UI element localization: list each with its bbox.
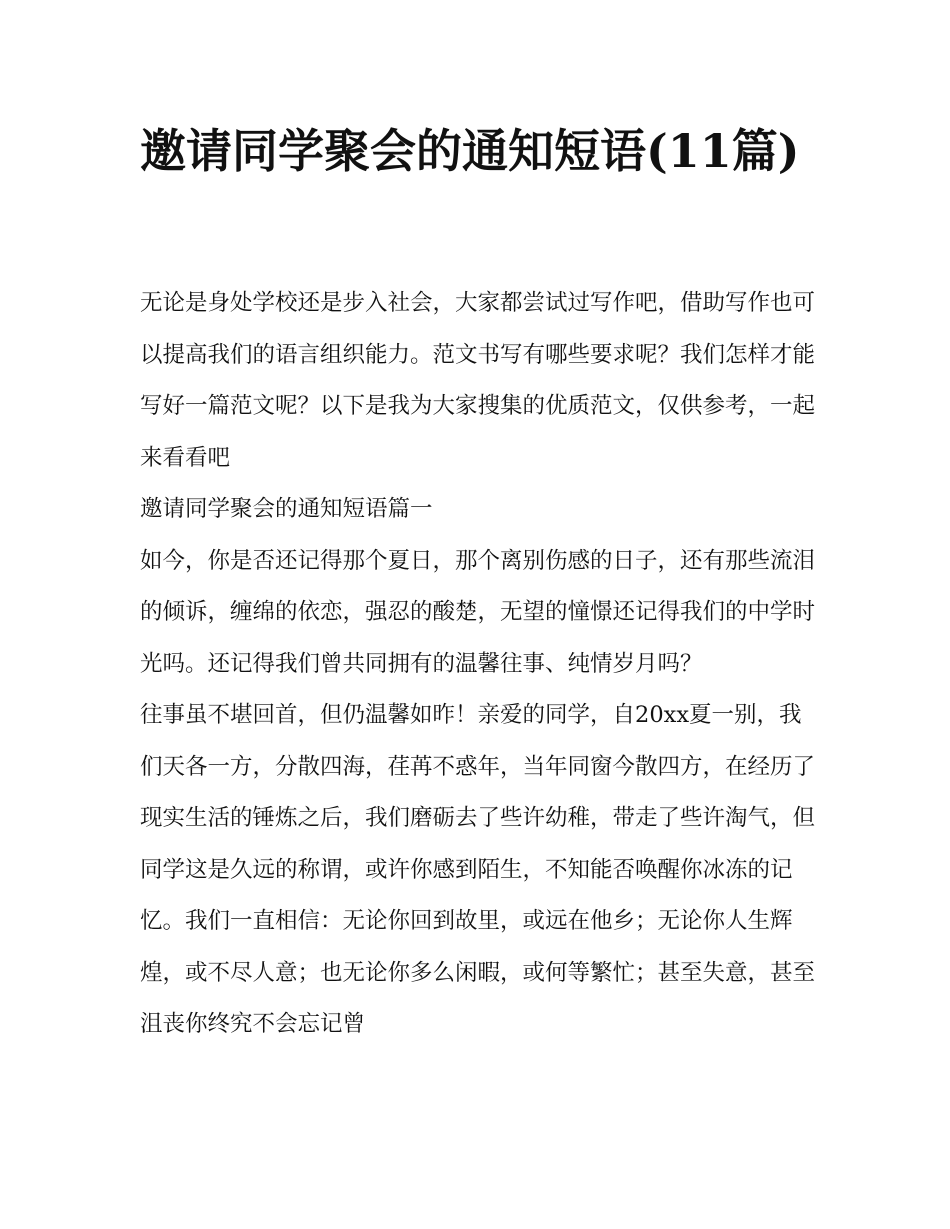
intro-paragraph: 无论是身处学校还是步入社会，大家都尝试过写作吧，借助写作也可以提高我们的语言组织能力。范文书写有哪些要求呢？我们怎样才能写好一篇范文呢？以下是我为大家搜集的优质范文，仅供参考，一起来看看吧 xyxy=(140,290,816,471)
body-paragraph: 往事虽不堪回首，但仍温馨如昨！亲爱的同学，自20xx夏一别，我们天各一方，分散四海，荏苒不惑年，当年同窗今散四方，在经历了现实生活的锤炼之后，我们磨砺去了些许幼稚，带走了些许淘气，但同学这是久远的称谓，或许你感到陌生，不知能否唤醒你冰冻的记忆。我们一直相信：无论你回到故里，或远在他乡；无论你人生辉煌，或不尽人意；也无论你多么闲暇，或何等繁忙；甚至失意，甚至沮丧你终究不会忘记曾 xyxy=(140,702,816,1037)
document-body xyxy=(140,278,820,1051)
document-title: 邀请同学聚会的通知短语(11篇) xyxy=(140,124,800,178)
body-paragraph: 如今，你是否还记得那个夏日，那个离别伤感的日子，还有那些流泪的倾诉，缠绵的依恋，强忍的酸楚，无望的憧憬还记得我们的中学时光吗。还记得我们曾共同拥有的温馨往事、纯情岁月吗？ xyxy=(140,547,816,677)
section-heading: 邀请同学聚会的通知短语篇一 xyxy=(140,496,433,522)
